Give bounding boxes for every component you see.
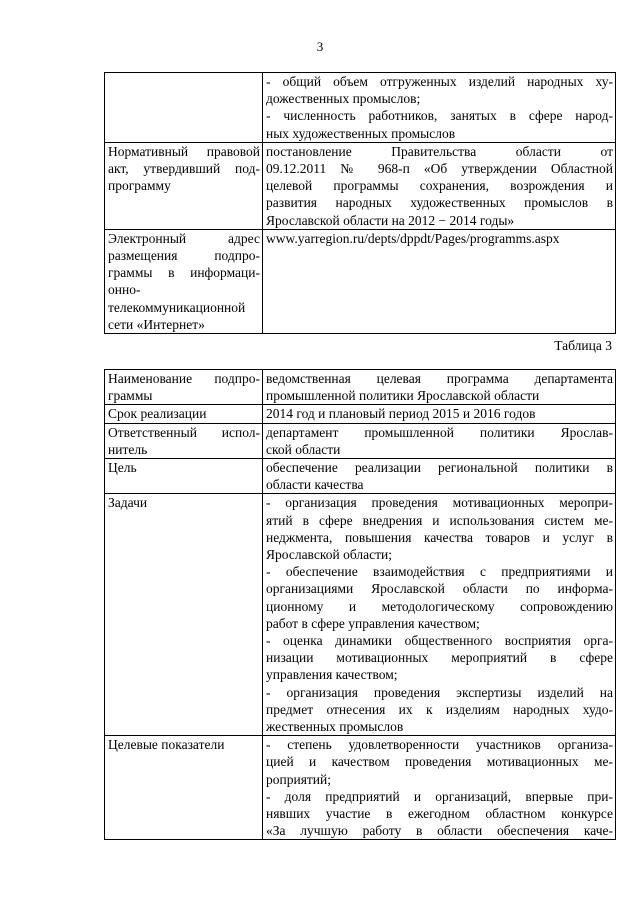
cell-text-line: Нормативный правовой [108,143,260,159]
cell-text-line: - общий объем отгруженных изделий народных ху- [266,74,613,89]
cell-text-line: - доля предприятий и организаций, впервые при- [266,788,613,804]
cell-text-line: низации мотивационных мероприятий в сфере [266,650,613,666]
cell-text-line: - обеспечение взаимодействия с предприятиями и [266,564,613,580]
cell-text-line: - численность работников, занятых в сфере народ- [266,108,613,124]
table-body [105,370,616,840]
table-body [105,73,616,334]
cell-text-line: постановление Правительства области от [266,143,613,159]
row-value-cell [263,459,616,494]
row-label-cell [105,229,263,333]
table-row [105,370,616,405]
table-row [105,494,616,736]
cell-text-line: ных художественных промыслов [266,125,456,141]
table-row [105,229,616,333]
table-row [105,405,616,423]
cell-text-line: Цель [108,460,137,476]
cell-text-line: Ответственный испол- [108,424,260,440]
cell-text-line: промышленной политики Ярославской области [266,388,540,404]
cell-text-line: Электронный адрес [108,230,260,246]
cell-text-line: программу [108,178,171,194]
row-value-cell [263,494,616,736]
cell-text-line: Срок реализации [108,406,207,422]
row-value-cell [263,423,616,458]
cell-text-line: размещения подпро- [108,248,260,264]
row-value-cell [263,73,616,143]
cell-text-line: нявших участие в ежегодном областном конкурсе [266,806,613,822]
passport-table-continued [104,72,616,334]
cell-text-line: работ в сфере управления качеством; [266,615,480,631]
table-row [105,142,616,229]
cell-text-line: - степень удовлетворенности участников организа- [266,737,613,753]
table-row [105,736,616,840]
cell-text-line: - организация проведения мотивационных меропри- [266,495,613,511]
cell-text-line: ционному и методологическому сопровождению [266,598,613,614]
cell-text-line: сети «Интернет» [108,316,205,332]
page-number: 3 [316,39,324,54]
cell-text-line: www.yarregion.ru/depts/dppdt/Pages/programms.aspx [266,230,560,246]
cell-text-line: граммы [108,388,153,404]
cell-text-line: управления качеством; [266,667,398,683]
cell-text-line: Задачи [108,495,148,511]
cell-text-line: департамент промышленной политики Ярослав- [266,424,613,440]
table-caption: Таблица 3 [554,338,612,353]
cell-text-line: - организация проведения экспертизы изделий на [266,684,613,700]
cell-text-line: Целевые показатели [108,737,225,753]
cell-text-line: развития народных художественных промыслов в [266,195,613,211]
cell-text-line: Ярославской области на 2012 − 2014 годы» [266,212,515,228]
table-row [105,73,616,143]
cell-text-line: ведомственная целевая программа департамента [266,371,613,386]
cell-text-line: ской области [266,441,341,457]
row-label-cell [105,73,263,143]
cell-text-line: обеспечение реализации региональной политики в [266,460,613,476]
table-row [105,423,616,458]
row-label-cell [105,370,263,405]
row-value-cell [263,736,616,840]
row-value-cell [263,142,616,229]
row-label-cell [105,459,263,494]
cell-text-line: граммы в информаци- [108,265,260,281]
cell-text-line: предмет отнесения их к изделиям народных худо- [266,701,613,717]
subprogram-passport-table [104,369,616,840]
row-label-cell [105,142,263,229]
table-row [105,459,616,494]
cell-text-line [108,73,260,90]
cell-text-line: «За лучшую работу в области обеспечения каче- [266,823,613,839]
cell-text-line: - оценка динамики общественного восприятия орга- [266,633,613,649]
cell-text-line: 2014 год и плановый период 2015 и 2016 годов [266,406,536,422]
cell-text-line: целевой программы сохранения, возрождения и [266,178,613,194]
cell-text-line: ятий в сфере внедрения и использования систем ме- [266,512,613,528]
cell-text-line: неджмента, повышения качества товаров и услуг в [266,529,613,545]
row-label-cell [105,494,263,736]
cell-text-line: Ярославской области; [266,547,392,563]
cell-text-line: дожественных промыслов; [266,91,421,107]
cell-text-line: цией и качеством проведения мотивационных ме- [266,754,613,770]
cell-text-line: Наименование подпро- [108,371,260,386]
cell-text-line: роприятий; [266,771,332,787]
cell-text-line: акт, утвердивший под- [108,161,260,177]
cell-text-line: области качества [266,477,364,493]
row-value-cell [263,405,616,423]
cell-text-line: 09.12.2011 № 968-п «Об утверждении Областной [266,161,613,177]
cell-text-line: нитель [108,441,148,457]
cell-text-line: онно- [108,282,141,298]
cell-text-line: организациями Ярославской области по информа- [266,581,613,597]
row-label-cell [105,736,263,840]
row-label-cell [105,423,263,458]
row-value-cell [263,370,616,405]
row-value-cell [263,229,616,333]
cell-text-line: телекоммуникационной [108,299,246,315]
row-label-cell [105,405,263,423]
cell-text-line: жественных промыслов [266,719,404,735]
